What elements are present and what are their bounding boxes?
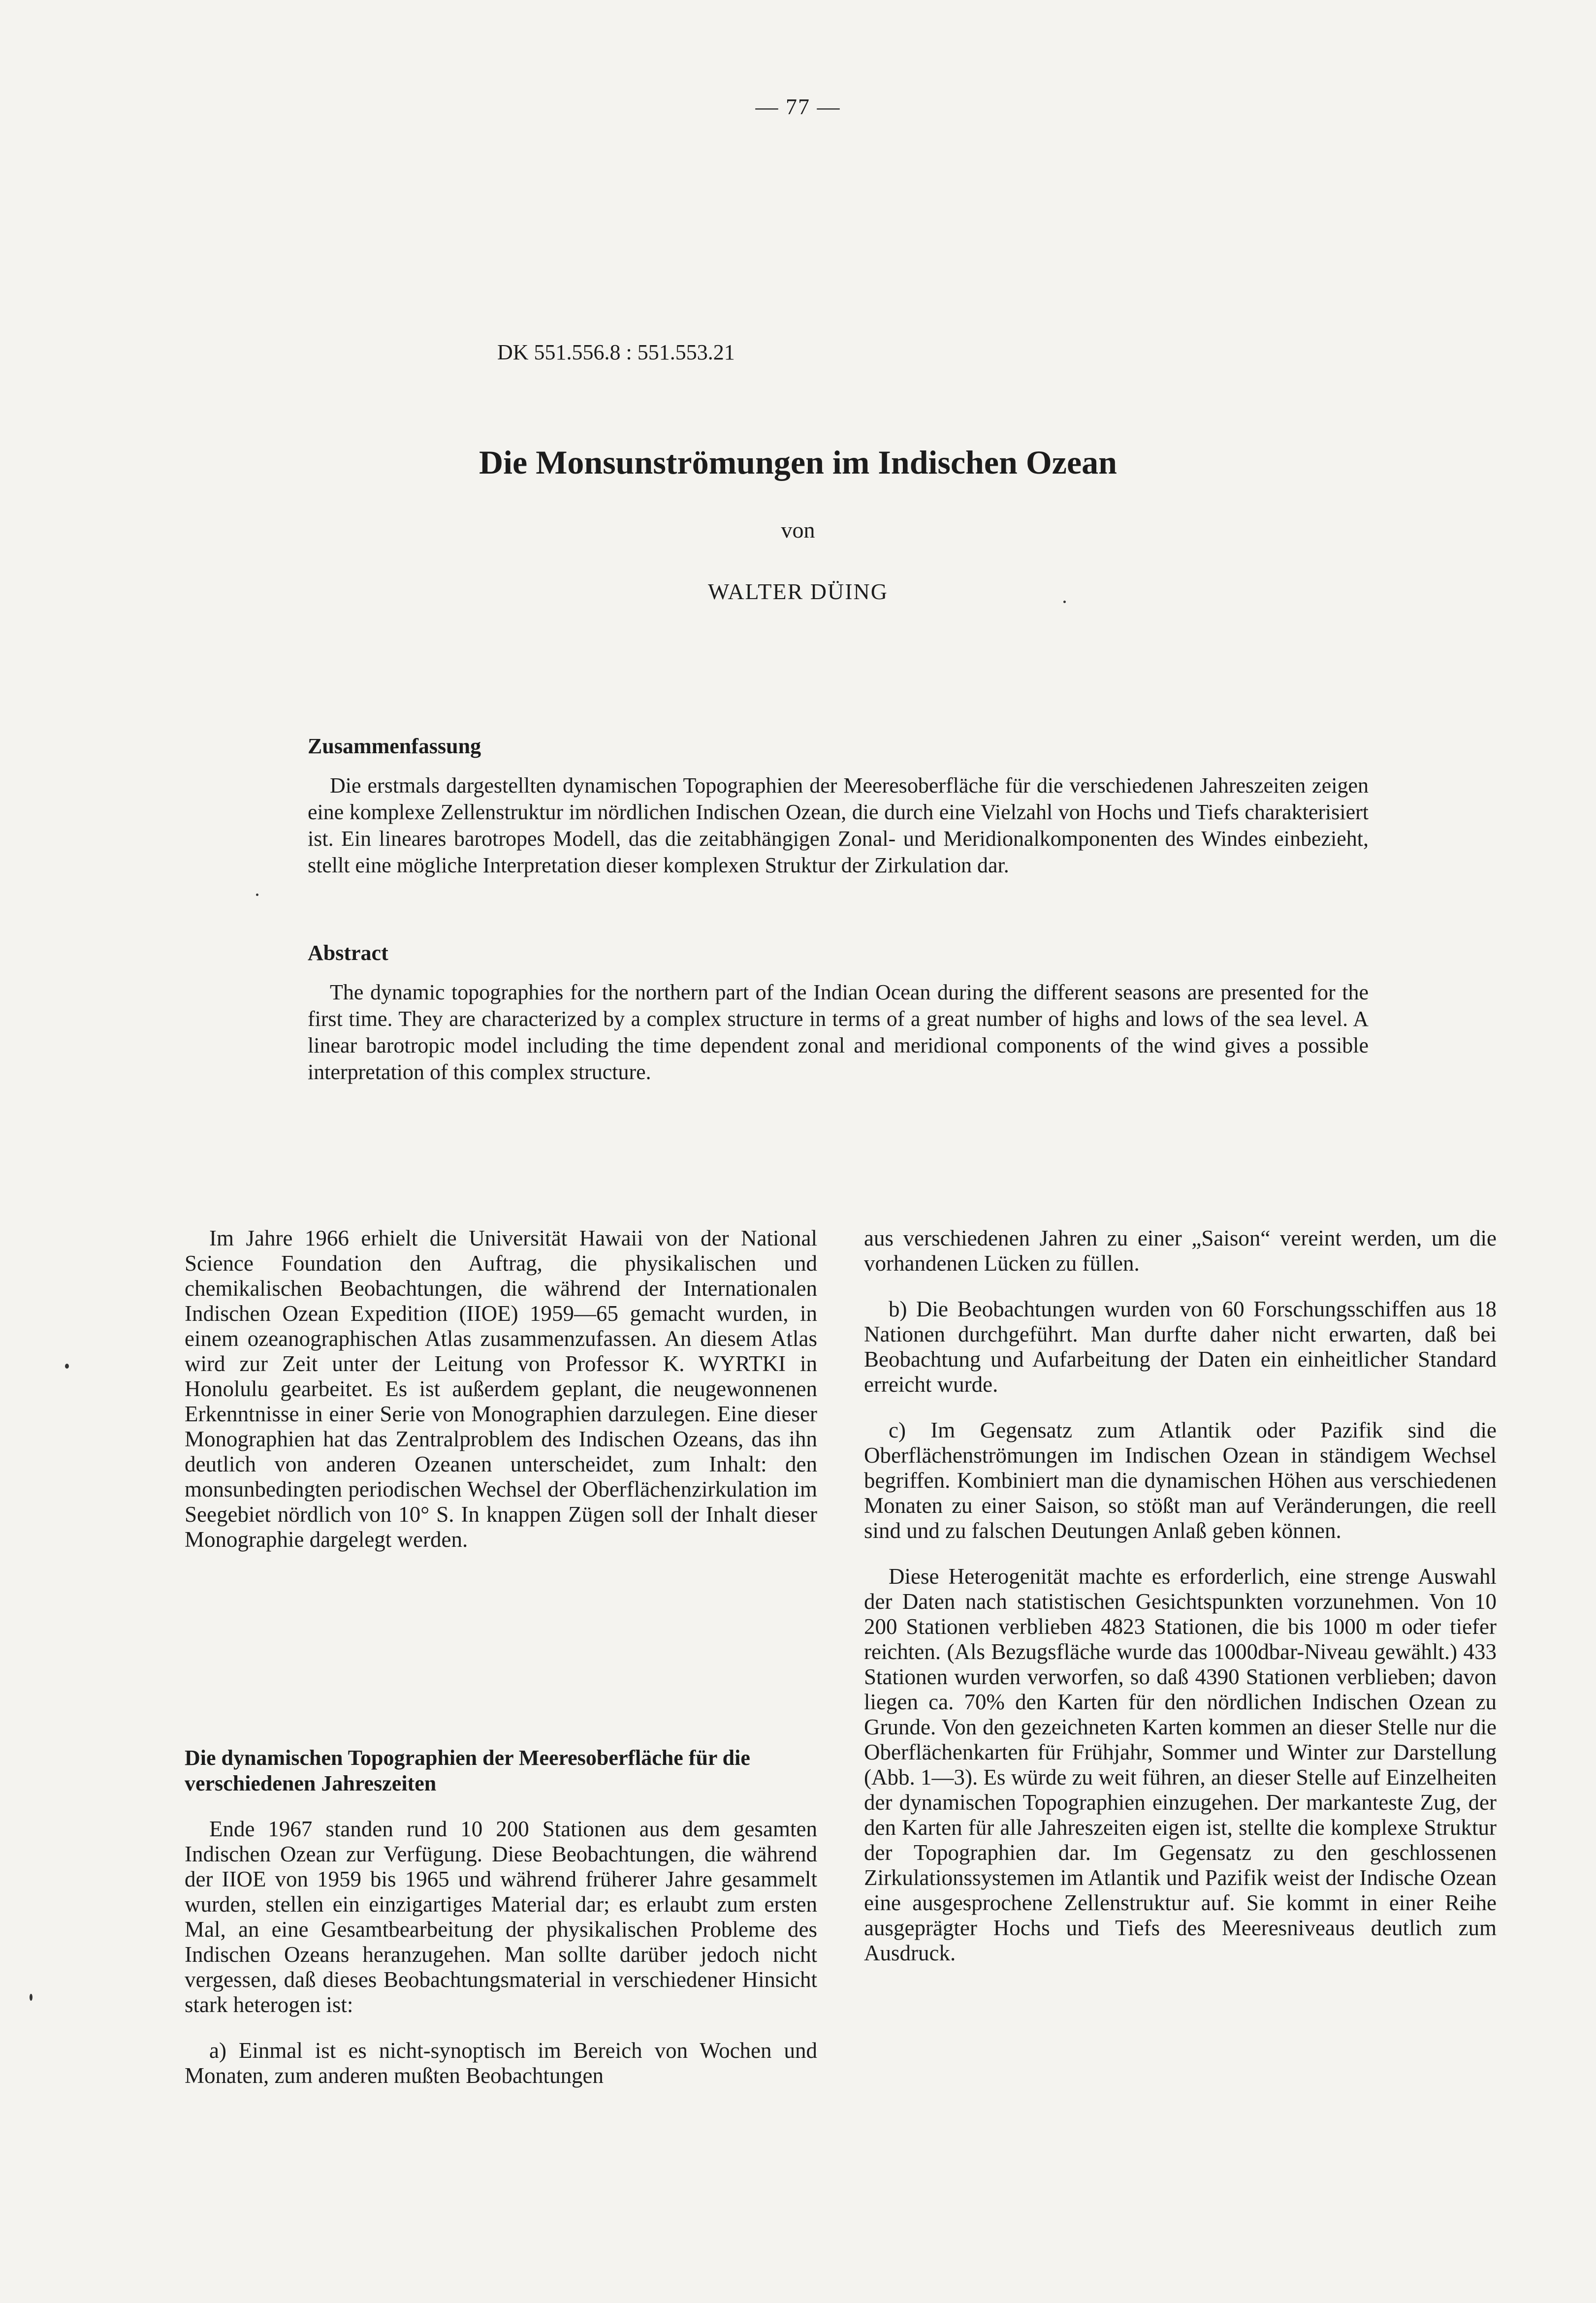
right-paragraph-c: c) Im Gegensatz zum Atlantik oder Pazifik sind die Oberflächenströmungen im Indischen Ozean in ständigem Wechsel begriffen. Kombiniert man die dynamischen Höhen aus verschiedenen Monaten zu einer Saison, so stößt man auf Veränderungen, die reell sind und zu falschen Deutungen Anlaß geben können.	[864, 1418, 1497, 1543]
intro-paragraph: Im Jahre 1966 erhielt die Universität Hawaii von der National Science Foundation den Auftrag, die physikalischen und chemikalischen Beobachtungen, die während der Internationalen Indischen Ozean Expedition (IIOE) 1959—65 gemacht wurden, in einem ozeanographischen Atlas zusammenzufassen. An diesem Atlas wird zur Zeit unter der Leitung von Professor K. WYRTKI in Honolulu gearbeitet. Es ist außerdem geplant, die neugewonnenen Erkenntnisse in einer Serie von Monographien darzulegen. Eine dieser Monographien hat das Zentralproblem des Indischen Ozeans, das ihn deutlich von anderen Ozeanen unterscheidet, zum Inhalt: den monsunbedingten periodischen Wechsel der Oberflächenzirkulation im Seegebiet nördlich von 10° S. In knappen Zügen soll der Inhalt dieser Monographie dargelegt werden.	[185, 1226, 817, 1552]
by-line: von	[781, 517, 815, 543]
author-name: WALTER DÜING	[708, 579, 888, 604]
abstract-section	[308, 940, 1369, 1086]
left-column-section	[185, 1817, 817, 2088]
abstract-heading: Abstract	[308, 941, 388, 965]
right-paragraph-heterogeneity: Diese Heterogenität machte es erforderlich, eine strenge Auswahl der Daten nach statistischen Gesichtspunkten vorzunehmen. Von 10 200 Stationen verblieben 4823 Stationen, die bis 1000 m oder tiefer reichten. (Als Bezugsfläche wurde das 1000dbar-Niveau gewählt.) 433 Stationen wurden verworfen, so daß 4390 Stationen verblieben; davon liegen ca. 70% den Karten für den nördlichen Indischen Ozean zu Grunde. Von den gezeichneten Karten kommen an dieser Stelle nur die Oberflächenkarten für Frühjahr, Sommer und Winter zur Darstellung (Abb. 1—3). Es würde zu weit führen, an dieser Stelle auf Einzelheiten der dynamischen Topographien einzugehen. Der markanteste Zug, der den Karten für alle Jahreszeiten eigen ist, stellte die komplexe Struktur der Topographien dar. Im Gegensatz zu den geschlossenen Zirkulationssystemen im Atlantik und Pazifik weist der Indische Ozean eine ausgesprochene Zellenstruktur auf. Sie kommt in einer Reihe ausgeprägter Hochs und Tiefs des Meeresniveaus deutlich zum Ausdruck.	[864, 1564, 1497, 1965]
abstract-text: The dynamic topographies for the northern part of the Indian Ocean during the different seasons are presented for the first time. They are characterized by a complex structure in terms of a great number of highs and lows of the sea level. A linear barotropic model including the time dependent zonal and meridional components of the wind gives a possible interpretation of this complex structure.	[308, 980, 1369, 1084]
zusammenfassung-heading: Zusammenfassung	[308, 734, 481, 758]
scan-speck	[256, 894, 258, 896]
right-paragraph-0: aus verschiedenen Jahren zu einer „Saison“ vereint werden, um die vorhandenen Lücken zu füllen.	[864, 1226, 1497, 1276]
right-column	[864, 1226, 1497, 1966]
scan-speck	[30, 1994, 32, 2001]
article-title: Die Monsunströmungen im Indischen Ozean	[479, 444, 1117, 481]
zusammenfassung-text: Die erstmals dargestellten dynamischen Topographien der Meeresoberfläche für die verschiedenen Jahreszeiten zeigen eine komplexe Zellenstruktur im nördlichen Indischen Ozean, die durch eine Vielzahl von Hochs und Tiefs charakterisiert ist. Ein lineares barotropes Modell, das die zeitabhängigen Zonal- und Meridionalkomponenten des Windes einbezieht, stellt eine mögliche Interpretation dieser komplexen Struktur der Zirkulation dar.	[308, 773, 1369, 877]
page-number: — 77 —	[755, 94, 841, 119]
left-column	[185, 1226, 817, 1552]
zusammenfassung-section	[308, 734, 1369, 879]
section-paragraph-2: a) Einmal ist es nicht-synoptisch im Bereich von Wochen und Monaten, zum anderen mußten Beobachtungen	[185, 2038, 817, 2088]
scan-speck	[1063, 601, 1066, 603]
section-heading: Die dynamischen Topographien der Meeresoberfläche für die verschiedenen Jahreszeiten	[185, 1746, 750, 1795]
right-paragraph-b: b) Die Beobachtungen wurden von 60 Forschungsschiffen aus 18 Nationen durchgeführt. Man durfte daher nicht erwarten, daß bei Beobachtung und Aufarbeitung der Daten ein einheitlicher Standard erreicht wurde.	[864, 1297, 1497, 1397]
scan-speck	[65, 1364, 69, 1369]
section-paragraph-1: Ende 1967 standen rund 10 200 Stationen aus dem gesamten Indischen Ozean zur Verfügung. Diese Beobachtungen, die während der IIOE von 1959 bis 1965 und während früherer Jahre gesammelt wurden, stellen ein einzigartiges Material dar; es erlaubt zum ersten Mal, an eine Gesamtbearbeitung der physikalischen Probleme des Indischen Ozeans heranzugehen. Man sollte darüber jedoch nicht vergessen, daß dieses Beobachtungsmaterial in verschiedener Hinsicht stark heterogen ist:	[185, 1817, 817, 2017]
dk-classification: DK 551.556.8 : 551.553.21	[497, 340, 735, 364]
